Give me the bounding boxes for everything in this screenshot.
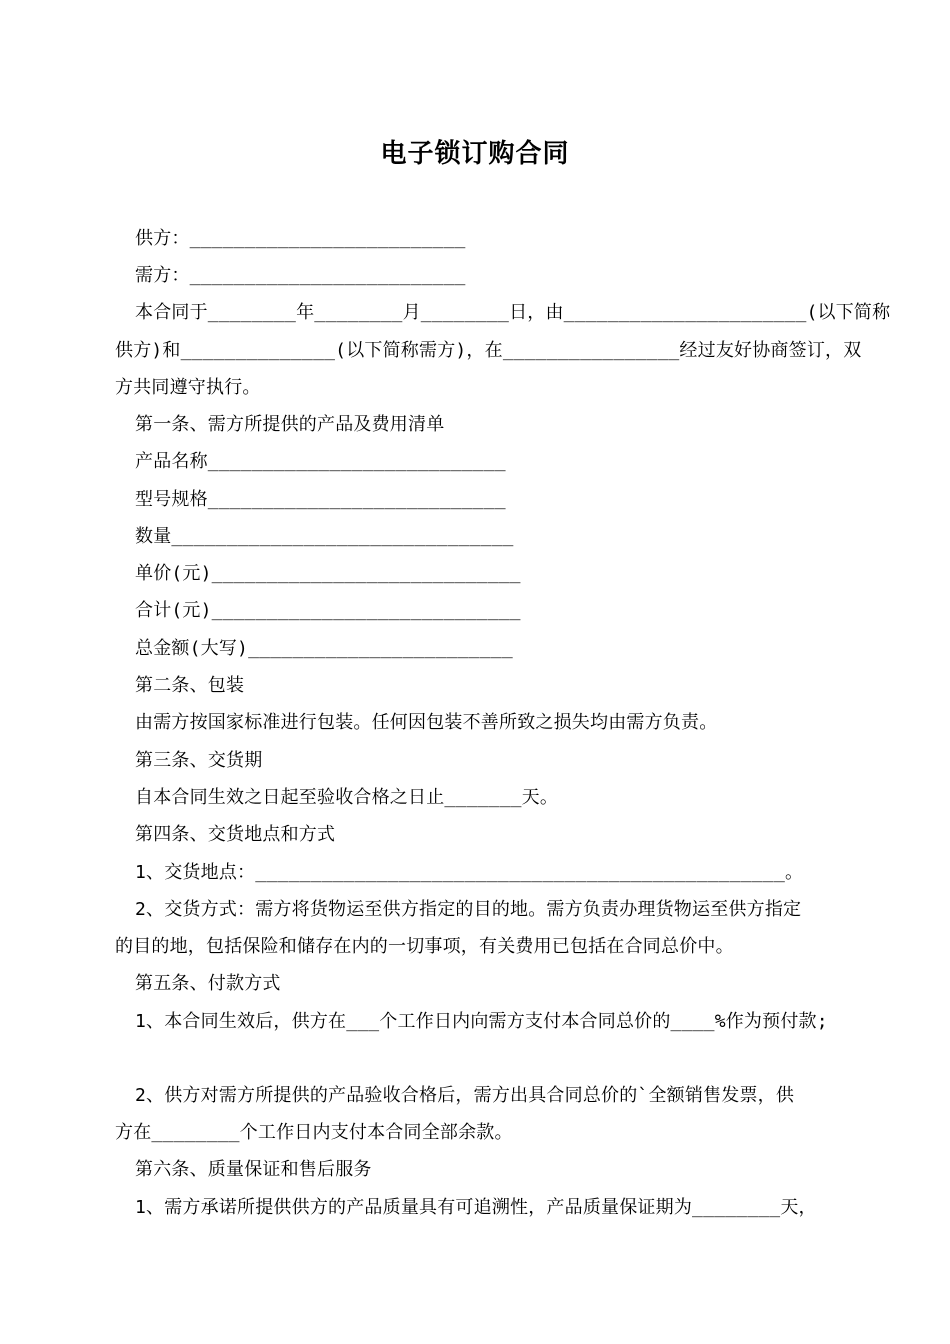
- document-title: 电子锁订购合同: [380, 139, 570, 169]
- delivery-period-text: 自本合同生效之日起至验收合格之日止_______天。: [135, 787, 559, 808]
- contract-intro-line-1: 本合同于________年________月________日，由______________________(以下简称: [135, 302, 891, 323]
- contract-intro-line-3: 方共同遵守执行。: [115, 377, 261, 398]
- product-name-line: 产品名称___________________________: [135, 451, 506, 472]
- buyer-line: 需方：_________________________: [135, 265, 466, 286]
- supplier-line: 供方：_________________________: [135, 228, 466, 249]
- packaging-text: 由需方按国家标准进行包装。任何因包装不善所致之损失均由需方负责。: [135, 712, 718, 733]
- article-1-heading: 第一条、需方所提供的产品及费用清单: [135, 414, 445, 435]
- payment-term-2-line-2: 方在________个工作日内支付本合同全部余款。: [115, 1122, 513, 1143]
- article-4-heading: 第四条、交货地点和方式: [135, 824, 336, 845]
- article-5-heading: 第五条、付款方式: [135, 973, 281, 994]
- article-3-heading: 第三条、交货期: [135, 750, 263, 771]
- total-amount-line: 总金额(大写)________________________: [135, 638, 513, 659]
- payment-term-1: 1、本合同生效后，供方在___个工作日内向需方支付本合同总价的____%作为预付款;: [135, 1011, 828, 1032]
- delivery-location-line: 1、交货地点：________________________________________________。: [135, 862, 804, 883]
- model-spec-line: 型号规格___________________________: [135, 489, 506, 510]
- article-6-heading: 第六条、质量保证和售后服务: [135, 1159, 372, 1180]
- delivery-method-line-2: 的目的地，包括保险和储存在内的一切事项，有关费用已包括在合同总价中。: [115, 936, 734, 957]
- payment-term-2-line-1: 2、供方对需方所提供的产品验收合格后，需方出具合同总价的`全额销售发票，供: [135, 1085, 795, 1106]
- quantity-line: 数量_______________________________: [135, 526, 514, 547]
- delivery-method-line-1: 2、交货方式：需方将货物运至供方指定的目的地。需方负责办理货物运至供方指定: [135, 899, 802, 920]
- contract-intro-line-2: 供方)和______________(以下简称需方)，在________________经过友好协商签订，双: [115, 340, 862, 361]
- unit-price-line: 单价(元)____________________________: [135, 563, 521, 584]
- article-2-heading: 第二条、包装: [135, 675, 245, 696]
- subtotal-line: 合计(元)____________________________: [135, 600, 521, 621]
- quality-guarantee-line: 1、需方承诺所提供供方的产品质量具有可追溯性，产品质量保证期为________天，: [135, 1197, 817, 1218]
